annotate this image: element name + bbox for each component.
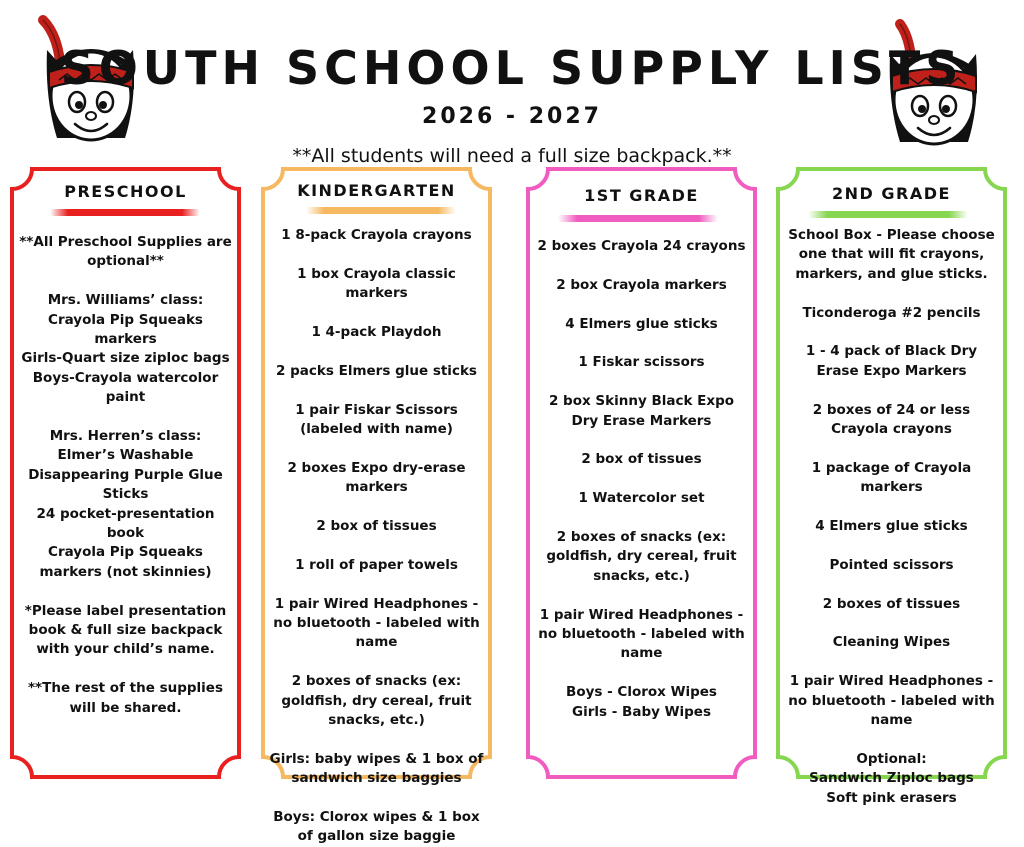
supply-item [269, 556, 484, 575]
supply-item-line: Girls-Quart size ziploc bags [21, 350, 230, 367]
second-grade-list [784, 226, 999, 808]
supply-item [784, 304, 999, 323]
supply-item-line: Pointed scissors [829, 556, 954, 573]
second-grade-title-underline [808, 211, 968, 218]
supply-item [269, 226, 484, 245]
supply-item-line: 1 Watercolor set [578, 490, 705, 507]
supply-item [534, 392, 749, 431]
supply-item [784, 459, 999, 498]
supply-item [534, 450, 749, 469]
supply-item-line: 2 box Crayola markers [556, 276, 727, 293]
supply-item [534, 353, 749, 372]
supply-item-line: Girls - Baby Wipes [572, 703, 711, 720]
supply-item [269, 459, 484, 498]
supply-item-line: Crayola Pip Squeaks markers (not skinnies) [39, 544, 212, 580]
supply-item [534, 683, 749, 722]
supply-item [269, 401, 484, 440]
supply-item-line: 1 8-pack Crayola crayons [281, 227, 472, 243]
supply-item-line: Ticonderoga #2 pencils [802, 304, 981, 321]
supply-item [534, 237, 749, 256]
supply-item [269, 265, 484, 304]
page-title: SOUTH SCHOOL SUPPLY LISTS [60, 41, 964, 95]
kindergarten-list [269, 226, 484, 847]
supply-item-line: Boys-Crayola watercolor paint [32, 369, 219, 406]
supply-item [784, 226, 999, 284]
supply-item [784, 750, 999, 808]
supply-item-line: *Please label presentation book & full size backpack with your child’s name. [24, 602, 227, 658]
first-grade-list [534, 237, 749, 722]
supply-item-line: Mrs. Herren’s class: [49, 428, 202, 445]
preschool-panel [10, 167, 241, 779]
supply-item-line: 1 Fiskar scissors [578, 354, 705, 371]
supply-item [784, 517, 999, 536]
supply-item-line: 1 - 4 pack of Black Dry Erase Expo Markers [805, 343, 978, 379]
supply-item [784, 342, 999, 381]
supply-item [269, 750, 484, 789]
supply-item-line: School Box - Please choose one that will fit crayons, markers, and glue sticks. [788, 227, 995, 282]
supply-item-line: Boys: Clorox wipes & 1 box of gallon size baggie [273, 809, 480, 845]
supply-item [784, 401, 999, 440]
supply-item-line: 4 Elmers glue sticks [815, 518, 968, 535]
supply-item-line: Crayola Pip Squeaks markers [48, 311, 203, 348]
supply-item-line: 2 boxes of snacks (ex: goldfish, dry cereal, fruit snacks, etc.) [546, 528, 737, 584]
supply-item-line: Boys - Clorox Wipes [566, 684, 717, 701]
first-grade-title: 1ST GRADE [584, 186, 699, 205]
supply-item [534, 276, 749, 295]
supply-item [269, 595, 484, 653]
supply-item-line: 1 pair Wired Headphones - no bluetooth - labeled with name [273, 595, 480, 651]
supply-item [18, 427, 233, 582]
supply-item-line: 2 boxes of tissues [822, 595, 961, 612]
supply-item-line: Girls: baby wipes & 1 box of sandwich size baggies [269, 750, 484, 787]
supply-item-line: 2 box of tissues [316, 518, 437, 534]
supply-item [534, 528, 749, 586]
supply-item-line: **All Preschool Supplies are optional** [19, 234, 232, 270]
supply-item [269, 362, 484, 381]
supply-item-line: 2 box Skinny Black Expo Dry Erase Markers [548, 393, 735, 429]
supply-item-line: 2 boxes of snacks (ex: goldfish, dry cereal, fruit snacks, etc.) [281, 673, 472, 729]
preschool-title: PRESCHOOL [64, 182, 187, 201]
supply-item-line: Elmer’s Washable Disappearing Purple Glue Sticks [28, 447, 223, 503]
supply-item [18, 233, 233, 272]
first-grade-panel [526, 167, 757, 779]
supply-item-line: 1 box Crayola classic markers [297, 265, 456, 302]
supply-item [269, 517, 484, 536]
preschool-title-underline [50, 209, 200, 216]
supply-item-line: Optional: [856, 750, 927, 767]
kindergarten-title: KINDERGARTEN [297, 181, 456, 200]
supply-item [784, 595, 999, 614]
second-grade-title: 2ND GRADE [832, 184, 951, 203]
supply-item-line: 1 pair Fiskar Scissors (labeled with name) [295, 401, 458, 437]
supply-item-line: 24 pocket-presentation book [36, 505, 215, 542]
supply-item-line: 1 package of Crayola markers [811, 459, 972, 496]
supply-item-line: 1 4-pack Playdoh [311, 324, 442, 340]
supply-item [18, 602, 233, 660]
supply-item-line: 1 pair Wired Headphones - no bluetooth - labeled with name [538, 606, 745, 662]
first-grade-title-underline [558, 215, 718, 222]
supply-item-line: 2 box of tissues [581, 451, 702, 468]
preschool-list [18, 233, 233, 718]
supply-item-line: 2 boxes Expo dry-erase markers [287, 459, 466, 496]
supply-item-line: Cleaning Wipes [832, 634, 951, 651]
supply-item [534, 606, 749, 664]
supply-item-line: Soft pink erasers [826, 789, 957, 806]
supply-item-line: **The rest of the supplies will be shared. [28, 680, 223, 716]
supply-item-line: 2 boxes Crayola 24 crayons [537, 238, 746, 254]
second-grade-panel [776, 167, 1007, 806]
supply-item-line: 2 packs Elmers glue sticks [276, 362, 477, 379]
supply-item-line: 1 roll of paper towels [295, 556, 458, 573]
supply-item-line: 1 pair Wired Headphones - no bluetooth - labeled with name [788, 673, 995, 729]
supply-item-line: Sandwich Ziploc bags [809, 770, 974, 787]
supply-item-line: 2 boxes of 24 or less Crayola crayons [812, 401, 971, 438]
supply-item [784, 672, 999, 730]
supply-item [18, 679, 233, 718]
kindergarten-panel [261, 167, 492, 845]
backpack-note: **All students will need a full size backpack.** [292, 145, 732, 167]
school-year: 2026 - 2027 [422, 104, 602, 129]
supply-item-line: Mrs. Williams’ class: [47, 292, 204, 309]
supply-item [18, 291, 233, 407]
kindergarten-title-underline [306, 207, 456, 214]
supply-item [534, 315, 749, 334]
supply-item [269, 808, 484, 847]
supply-item [784, 633, 999, 652]
supply-item [534, 489, 749, 508]
supply-item [269, 323, 484, 342]
supply-item [784, 556, 999, 575]
supply-item-line: 4 Elmers glue sticks [565, 315, 718, 332]
supply-item [269, 672, 484, 730]
